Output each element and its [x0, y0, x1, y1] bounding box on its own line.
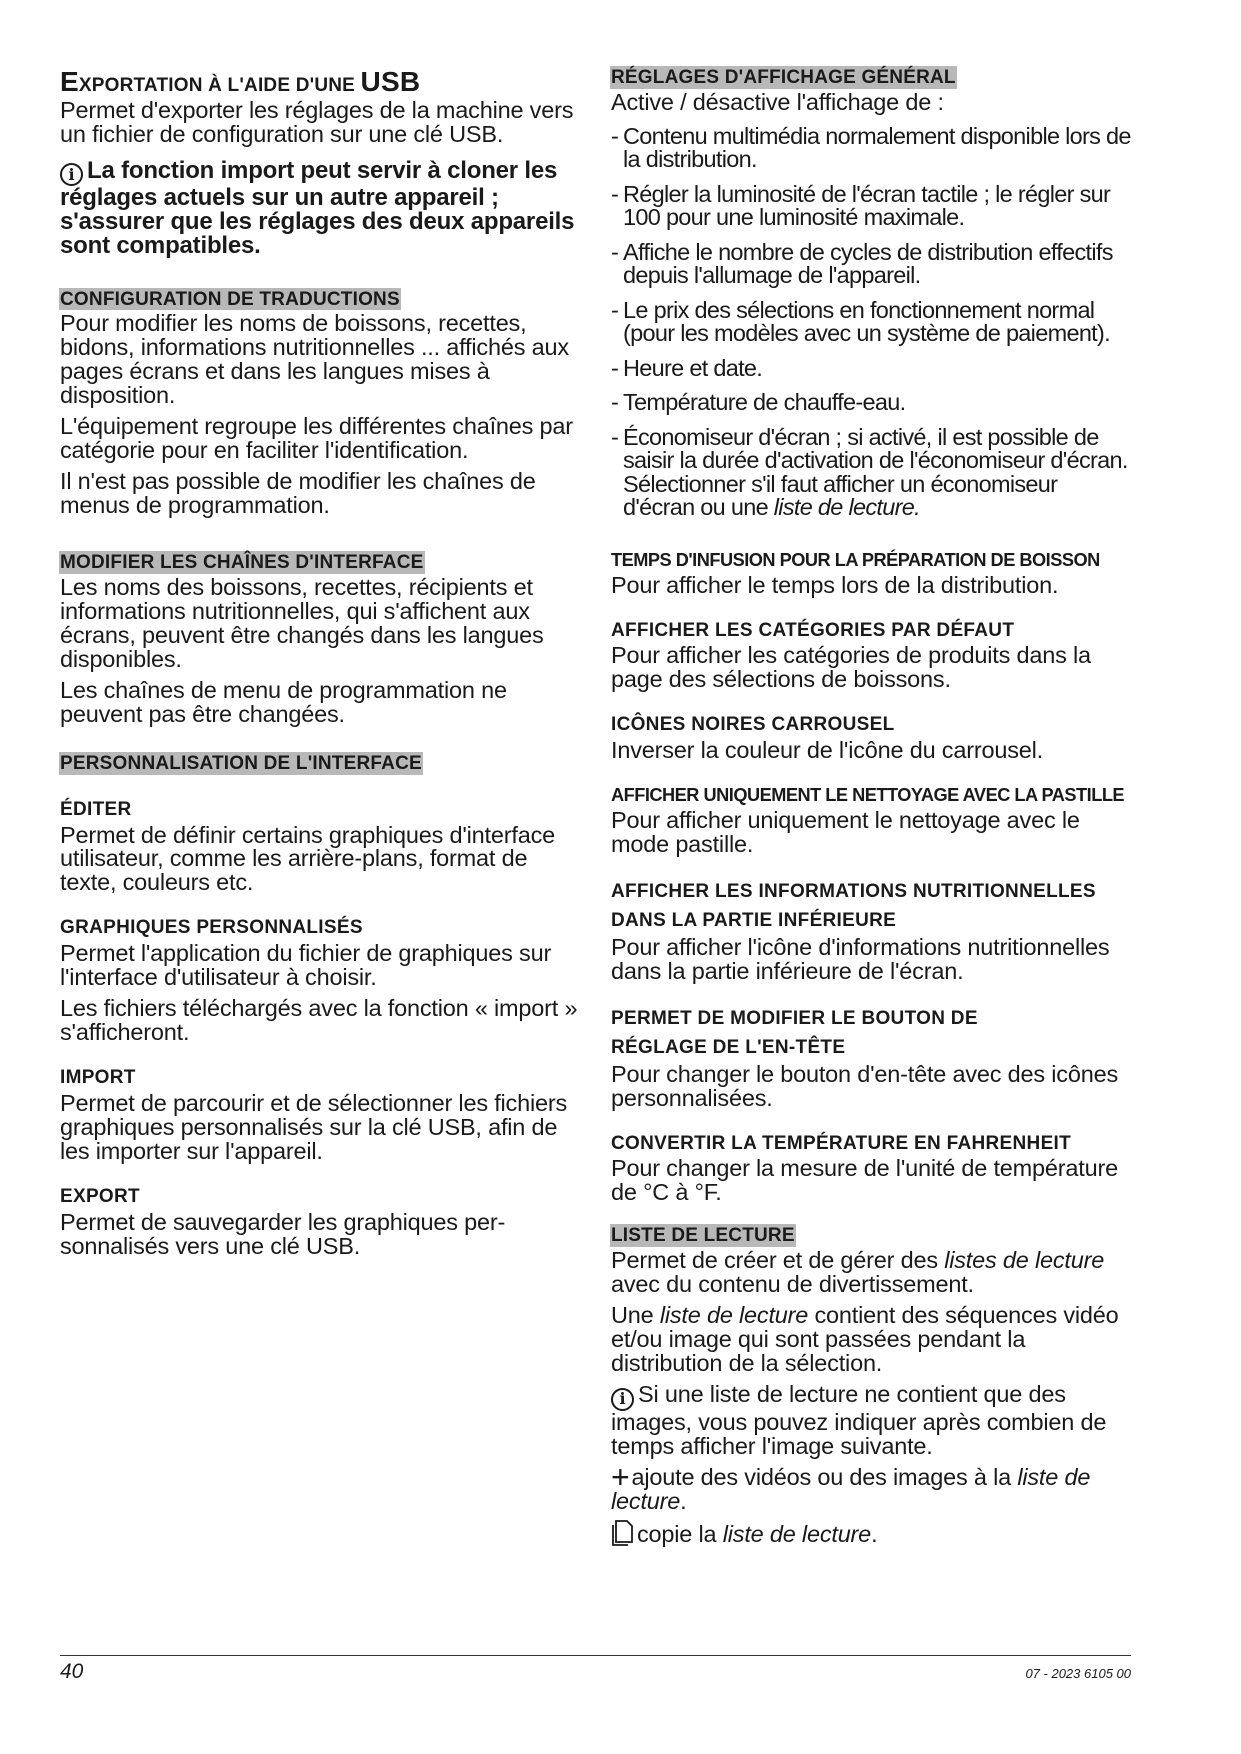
default-categories-text: Pour afficher les catégories de produits dans la page des sélections de boissons. [611, 642, 1091, 693]
list-item: - Heure et date. [611, 354, 763, 381]
subsection-graphics-title: GRAPHIQUES PERSONNALISÉS [60, 917, 363, 939]
playlist-note: i Si une liste de lecture ne contient que des images, vous pouvez indiquer après combien de temps afficher l'image suivante. [611, 1380, 1107, 1459]
list-item: - Affiche le nombre de cycles de distribution effectifs depuis l'allumage de l'appareil. [611, 238, 1113, 289]
display-intro: Active / désactive l'affichage de : [611, 88, 944, 115]
screensaver-extra-text: Sélectionner s'il faut afficher un économiseur d'écran ou une liste de lecture. [623, 470, 1058, 521]
subsection-export-title: EXPORT [60, 1185, 140, 1207]
import-text: Permet de parcourir et de sélectionner les fichiers graphiques personnalisés sur la clé USB, afin de les importer sur l'appareil. [60, 1089, 568, 1164]
playlist-text-2: Une liste de lecture contient des séquences vidéo et/ou image qui sont passées pendant la distribution de la sélection. [611, 1302, 1119, 1376]
list-item: - Température de chauffe-eau. [611, 389, 906, 416]
infusion-time-text: Pour afficher le temps lors de la distribution. [611, 571, 1059, 598]
header-button-title: PERMET DE MODIFIER LE BOUTON DE RÉGLAGE DE L'EN-TÊTE [611, 1007, 978, 1059]
translations-text-3: Il n'est pas possible de modifier les chaînes de menus de programmation. [60, 468, 536, 519]
tablet-cleaning-text: Pour afficher uniquement le nettoyage avec le mode pastille. [611, 806, 1080, 857]
translations-text-2: L'équipement regroupe les différentes chaînes par catégorie pour en faciliter l'identification. [60, 413, 573, 464]
info-icon: i [611, 1388, 634, 1411]
interface-strings-text-1: Les noms des boissons, recettes, récipients et informations nutritionnelles, qui s'affichent aux écrans, peuvent être changés dans les langues disponibles. [60, 574, 544, 672]
footer-divider [60, 1655, 1131, 1656]
translations-text-1: Pour modifier les noms de boissons, recettes, bidons, informations nutritionnelles ... affichés aux pages écrans et dans les langues mises à disposition. [60, 310, 569, 409]
playlist-add-text: +ajoute des vidéos ou des images à la liste de lecture. [611, 1458, 1091, 1514]
section-header-translations: CONFIGURATION DE TRADUCTIONS [60, 288, 400, 310]
infusion-time-title: TEMPS D'INFUSION POUR LA PRÉPARATION DE BOISSON [611, 549, 1100, 570]
black-icons-title: ICÔNES NOIRES CARROUSEL [611, 714, 895, 736]
nutrition-info-title: AFFICHER LES INFORMATIONS NUTRITIONNELLES DANS LA PARTIE INFÉRIEURE [611, 880, 1096, 932]
export-text: Permet de sauvegarder les graphiques personnalisés vers une clé USB. [60, 1208, 506, 1259]
copy-icon [611, 1520, 633, 1551]
section-header-playlist: LISTE DE LECTURE [611, 1225, 795, 1247]
usb-export-title: EXPORTATION À L'AIDE D'UNE USB [60, 66, 421, 97]
list-item: - Contenu multimédia normalement disponible lors de la distribution. [611, 122, 1131, 173]
display-options-list [611, 122, 1131, 521]
right-column [611, 66, 1131, 1558]
interface-strings-text-2: Les chaînes de menu de programmation ne peuvent pas être changées. [60, 676, 507, 727]
default-categories-title: AFFICHER LES CATÉGORIES PAR DÉFAUT [611, 619, 1015, 641]
fahrenheit-text: Pour changer la mesure de l'unité de température de °C à °F. [611, 1155, 1118, 1206]
subsection-import-title: IMPORT [60, 1067, 136, 1089]
info-icon: i [60, 163, 83, 186]
list-item: - Économiseur d'écran ; si activé, il est possible de saisir la durée d'activation de l'économiseur d'écran. Sélectionner s'il faut afficher un économiseur d'écran ou une liste de lecture. [611, 426, 1131, 520]
playlist-copy-text: copie la liste de lecture. [611, 1520, 1131, 1551]
left-column [60, 66, 580, 1266]
playlist-text-1: Permet de créer et de gérer des listes de lecture avec du contenu de divertissement. [611, 1247, 1105, 1298]
section-header-display-settings: RÉGLAGES D'AFFICHAGE GÉNÉRAL [611, 67, 956, 88]
graphics-text-1: Permet l'application du fichier de graphiques sur l'interface d'utilisateur à choisir. [60, 940, 552, 991]
document-code: 07 - 2023 6105 00 [1025, 1666, 1131, 1681]
graphics-text-2: Les fichiers téléchargés avec la fonction « import » s'afficheront. [60, 995, 578, 1046]
plus-icon: + [611, 1458, 630, 1495]
header-button-text: Pour changer le bouton d'en-tête avec des icônes personnalisées. [611, 1060, 1119, 1111]
usb-export-text: Permet d'exporter les réglages de la machine vers un fichier de configuration sur une clé USB. [60, 97, 574, 147]
black-icons-text: Inverser la couleur de l'icône du carrousel. [611, 737, 1043, 764]
list-item: - Le prix des sélections en fonctionnement normal (pour les modèles avec un système de paiement). [611, 296, 1110, 347]
nutrition-info-text: Pour afficher l'icône d'informations nutritionnelles dans la partie inférieure de l'écran. [611, 933, 1110, 984]
section-header-customization: PERSONNALISATION DE L'INTERFACE [60, 752, 422, 774]
list-item: - Régler la luminosité de l'écran tactile ; le régler sur 100 pour une luminosité maximale. [611, 180, 1111, 231]
tablet-cleaning-title: AFFICHER UNIQUEMENT LE NETTOYAGE AVEC LA PASTILLE [611, 785, 1125, 806]
fahrenheit-title: CONVERTIR LA TEMPÉRATURE EN FAHRENHEIT [611, 1132, 1072, 1154]
subsection-edit-title: ÉDITER [60, 798, 132, 820]
page-number: 40 [60, 1660, 84, 1683]
section-header-interface-strings: MODIFIER LES CHAÎNES D'INTERFACE [60, 552, 424, 574]
edit-text: Permet de définir certains graphiques d'interface utilisateur, comme les arrière-plans, format de texte, couleurs etc. [60, 821, 555, 896]
usb-export-note: i La fonction import peut servir à cloner les réglages actuels sur un autre appareil ; s'assurer que les réglages des deux appareils sont compatibles. [60, 156, 575, 259]
